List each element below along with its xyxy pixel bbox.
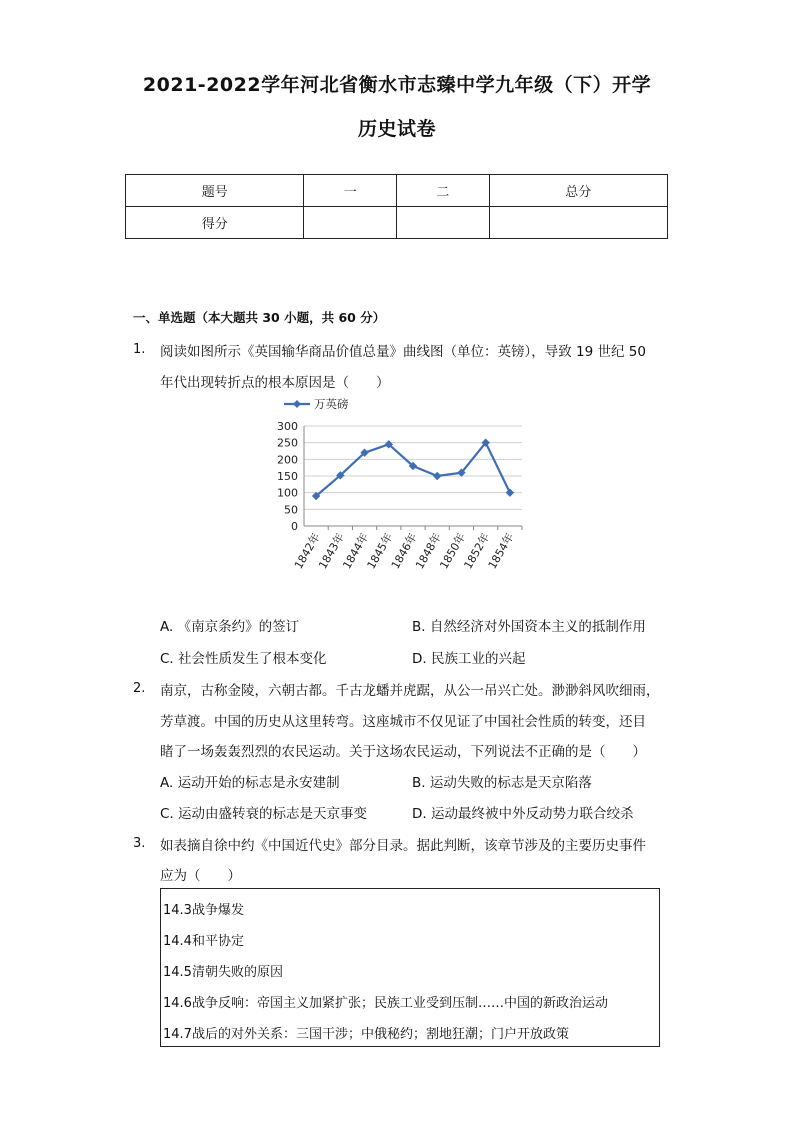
question-3-line2: 应为（ ） (160, 868, 241, 884)
question-3-line1: 如表摘自徐中约《中国近代史》部分目录。据此判断，该章节涉及的主要历史事件 (160, 838, 646, 854)
score-cell-part1: 一 (304, 175, 397, 207)
question-1-line2: 年代出现转折点的根本原因是（ ） (160, 375, 390, 391)
y-tick-label: 0 (291, 520, 298, 533)
y-tick-label: 300 (277, 420, 298, 433)
q1-option-c[interactable]: C. 社会性质发生了根本变化 (160, 651, 327, 667)
toc-line: 14.3战争爆发 (163, 903, 244, 918)
score-table-row-header (126, 175, 668, 207)
score-cell-total: 总分 (489, 175, 667, 207)
question-1-line1: 阅读如图所示《英国输华商品价值总量》曲线图（单位：英镑），导致 19 世纪 50 (160, 344, 646, 360)
score-table-row-score (126, 207, 668, 239)
x-tick-label: 1842年 (291, 531, 323, 572)
x-tick-label: 1850年 (437, 531, 469, 572)
x-tick-label: 1854年 (485, 531, 517, 572)
score-table (125, 174, 668, 239)
line-chart (262, 388, 532, 588)
q2-option-c[interactable]: C. 运动由盛转衰的标志是天京事变 (160, 806, 368, 822)
question-2-line1: 南京，古称金陵，六朝古都。千古龙蟠并虎踞，从公一吊兴亡处。渺渺斜风吹细雨， (160, 683, 660, 699)
y-tick-label: 250 (277, 436, 298, 450)
score-cell-total-value (489, 207, 667, 239)
exam-title-line1: 2021-2022学年河北省衡水市志臻中学九年级（下）开学 (142, 74, 652, 96)
toc-line: 14.5清朝失败的原因 (163, 965, 283, 980)
question-number: 3. (133, 836, 146, 851)
data-point-marker (506, 488, 514, 496)
legend-marker (293, 400, 301, 408)
q2-option-a[interactable]: A. 运动开始的标志是永安建制 (160, 775, 340, 791)
toc-line: 14.7战后的对外关系：三国干涉；中俄秘约；割地狂潮；门户开放政策 (163, 1027, 569, 1042)
exam-title-line2: 历史试卷 (357, 118, 436, 140)
y-tick-label: 100 (277, 486, 298, 500)
table-of-contents-box (160, 888, 660, 1047)
toc-line: 14.4和平协定 (163, 934, 244, 949)
toc-line: 14.6战争反响：帝国主义加紧扩张；民族工业受到压制……中国的新政治运动 (163, 996, 608, 1011)
q1-option-b[interactable]: B. 自然经济对外国资本主义的抵制作用 (412, 619, 646, 635)
x-tick-label: 1845年 (364, 531, 396, 572)
y-tick-label: 150 (277, 470, 298, 483)
q1-option-d[interactable]: D. 民族工业的兴起 (412, 651, 526, 667)
question-2-line3: 睹了一场轰轰烈烈的农民运动。关于这场农民运动，下列说法不正确的是（ ） (160, 744, 646, 760)
legend-label: 万英磅 (314, 397, 349, 411)
x-tick-label: 1852年 (461, 531, 493, 572)
x-tick-label: 1844年 (340, 531, 372, 572)
section-heading: 一、单选题（本大题共 30 小题，共 60 分） (133, 310, 386, 325)
data-point-marker (433, 472, 441, 480)
q2-option-d[interactable]: D. 运动最终被中外反动势力联合绞杀 (412, 806, 634, 822)
q2-option-b[interactable]: B. 运动失败的标志是天京陷落 (412, 775, 592, 791)
y-tick-label: 50 (284, 503, 298, 517)
x-tick-label: 1843年 (316, 531, 347, 572)
score-cell-part2-value (396, 207, 489, 239)
question-number: 2. (133, 681, 146, 696)
score-cell-label: 题号 (126, 175, 304, 207)
question-number: 1. (133, 342, 146, 357)
score-cell-part1-value (304, 207, 397, 239)
y-tick-label: 200 (277, 453, 298, 467)
q1-option-a[interactable]: A. 《南京条约》的签订 (160, 619, 300, 635)
x-tick-label: 1848年 (413, 531, 444, 572)
x-tick-label: 1846年 (388, 531, 420, 572)
question-2-line2: 芳草渡。中国的历史从这里转弯。这座城市不仅见证了中国社会性质的转变，还目 (160, 714, 646, 730)
score-cell-label: 得分 (126, 207, 304, 239)
score-cell-part2: 二 (396, 175, 489, 207)
